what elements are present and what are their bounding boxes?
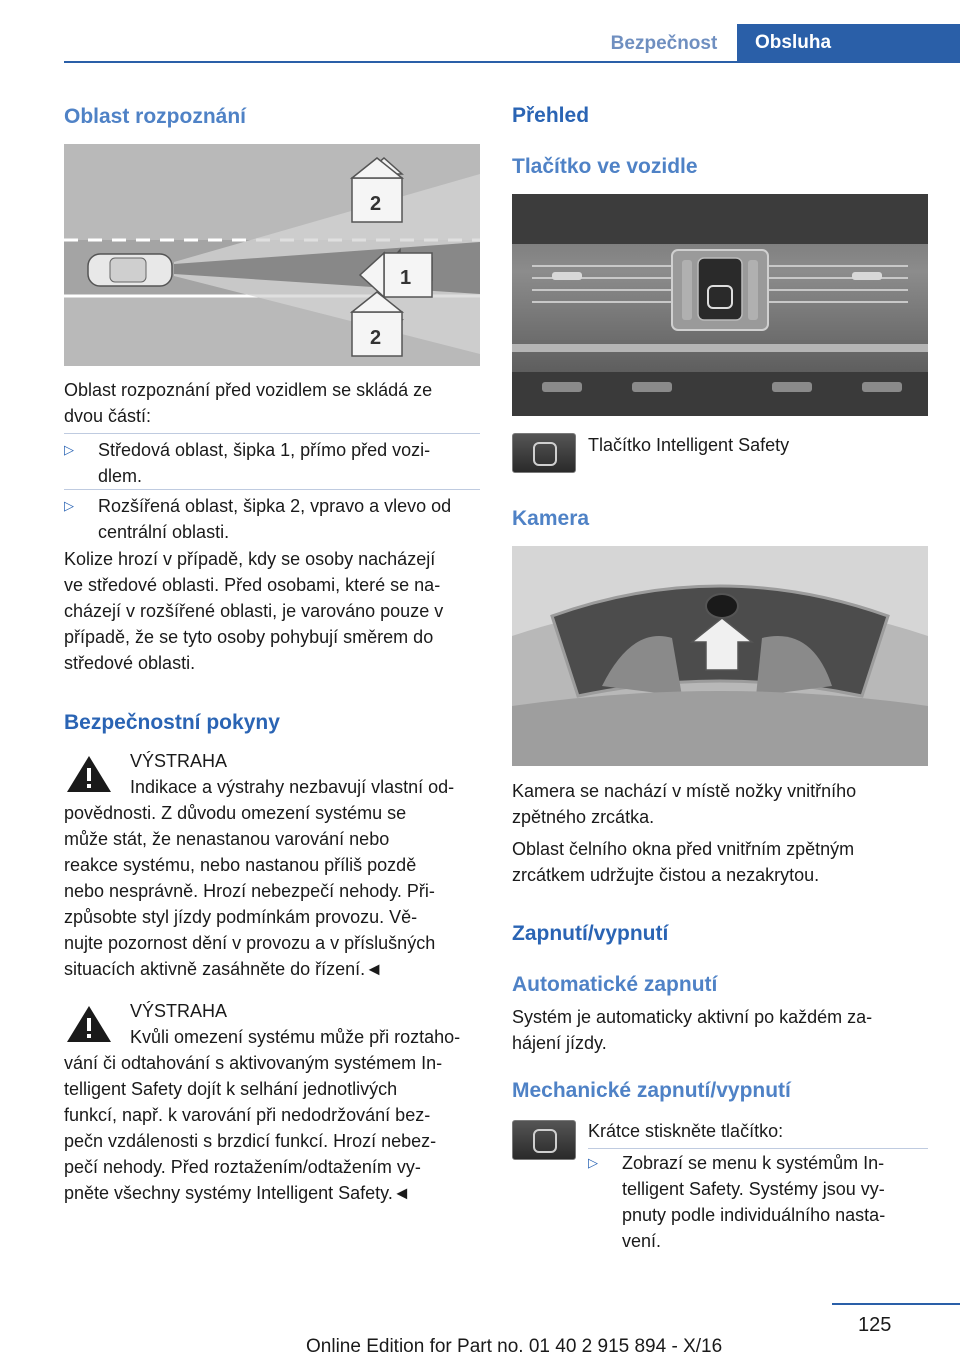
page-number: 125 xyxy=(858,1314,892,1336)
bullet-line: Rozšířená oblast, šipka 2, vpravo a vlevo od xyxy=(98,496,452,516)
bullet-line: vení. xyxy=(622,1231,662,1251)
camera-paragraph: Kamera se nachází v místě nožky vnitřního zpětného zrcátka. xyxy=(512,781,857,827)
separator xyxy=(64,433,480,434)
bullet-line: Středová oblast, šipka 1, přímo před vozi- xyxy=(98,440,431,460)
heading-on-off: Zapnutí/vypnutí xyxy=(512,922,669,945)
warning2-body: vání či odtahování s aktivovaným systémem In- telligent Safety dojít k selhání jednotlivých funkcí, např. k varování při nedodržování bez- pečn vzdálenosti s brzdicí funkcí. Hrozí nebez- pečí nehody. Před roztažením/odtažením vy- pněte všechny systémy Intelligent Safety.◄ xyxy=(64,1053,443,1203)
detection-caption-line2: dvou částí: xyxy=(64,406,152,426)
warning1-body: povědnosti. Z důvodu omezení systému se může stát, že nenastanou varování nebo reakce systému, nebo nastanou příliš pozdě nebo nesprávně. Hrozí nebezpečí nehody. Při- způsobte styl jízdy podmínkám provozu. Vě- nujte pozornost dění v provozu a v příslušných situacích aktivně zasáhněte do řízení.◄ xyxy=(64,803,436,979)
triangle-bullet-icon: ▷ xyxy=(588,1155,598,1170)
bullet-line: telligent Safety. Systémy jsou vy- xyxy=(622,1179,885,1199)
bullet-line: Zobrazí se menu k systémům In- xyxy=(622,1153,885,1173)
footer-edition: Online Edition for Part no. 01 40 2 915 894 - X/16 xyxy=(306,1336,723,1357)
heading-manual-on-off: Mechanické zapnutí/vypnutí xyxy=(512,1079,791,1102)
button-caption: Tlačítko Intelligent Safety xyxy=(588,435,790,455)
bullet-line: pnuty podle individuálního nasta- xyxy=(622,1205,886,1225)
warning1-title: VÝSTRAHA xyxy=(130,751,228,771)
figure-label-1: 1 xyxy=(400,267,412,289)
warning-triangle-icon xyxy=(64,752,114,796)
windshield-paragraph: Oblast čelního okna před vnitřním zpětným zrcátkem udržujte čistou a nezakrytou. xyxy=(512,839,855,885)
press-button-text: Krátce stiskněte tlačítko: xyxy=(588,1121,784,1141)
warning-triangle-icon xyxy=(64,1002,114,1046)
bullet-line: dlem. xyxy=(98,466,143,486)
automatic-paragraph: Systém je automaticky aktivní po každém za- hájení jízdy. xyxy=(512,1007,873,1053)
car-icon xyxy=(88,254,172,286)
list-item xyxy=(64,437,480,493)
bullet-line: centrální oblasti. xyxy=(98,522,230,542)
figure-label-2-bottom: 2 xyxy=(370,327,382,349)
warning2-title: VÝSTRAHA xyxy=(130,1001,228,1021)
collision-paragraph: Kolize hrozí v případě, kdy se osoby nacházejí ve středové oblasti. Před osobami, které se na- cházejí v rozšířené oblasti, je varováno pouze v případě, že se tyto osoby pohybují směrem do středové oblasti. xyxy=(64,549,444,673)
triangle-bullet-icon: ▷ xyxy=(64,498,74,513)
separator xyxy=(588,1148,928,1149)
list-item xyxy=(64,493,480,549)
header-rule xyxy=(64,61,960,63)
camera-photo xyxy=(512,546,928,766)
heading-safety-notes: Bezpečnostní pokyny xyxy=(64,711,280,734)
header-section-tab: Bezpečnost xyxy=(610,33,718,54)
list-item xyxy=(588,1150,928,1254)
heading-button-in-vehicle: Tlačítko ve vozidle xyxy=(512,155,698,178)
footer-rule xyxy=(832,1303,960,1305)
triangle-bullet-icon: ▷ xyxy=(64,442,74,457)
camera-lens-icon xyxy=(706,594,738,618)
detection-area-figure xyxy=(64,144,480,366)
heading-automatic-on: Automatické zapnutí xyxy=(512,973,718,996)
warning1-line: Indikace a výstrahy nezbavují vlastní od- xyxy=(130,777,455,797)
intelligent-safety-button-icon xyxy=(512,433,576,473)
intelligent-safety-button-icon xyxy=(512,1120,576,1160)
heading-overview: Přehled xyxy=(512,104,590,127)
detection-caption-line1: Oblast rozpoznání před vozidlem se skládá ze xyxy=(64,380,433,400)
warning2-line: Kvůli omezení systému může při roztaho- xyxy=(130,1027,461,1047)
figure-label-2-top: 2 xyxy=(370,193,382,215)
dashboard-button-photo xyxy=(512,194,928,416)
heading-camera: Kamera xyxy=(512,507,590,530)
header-chapter-tab: Obsluha xyxy=(737,24,960,62)
heading-detection-area: Oblast rozpoznání xyxy=(64,105,247,128)
separator xyxy=(64,489,480,490)
